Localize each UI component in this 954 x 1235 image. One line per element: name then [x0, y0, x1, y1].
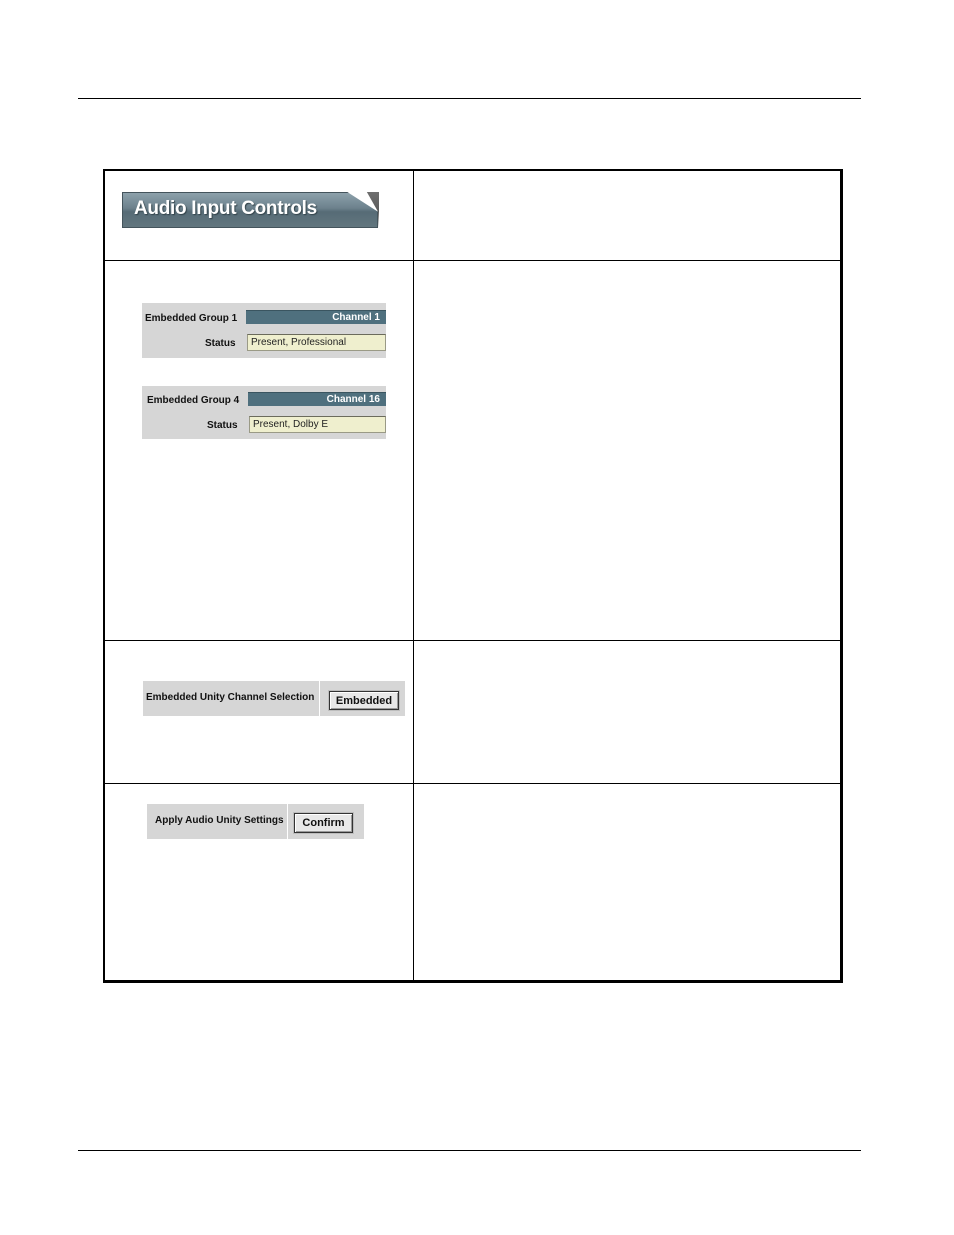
apply-audio-unity-panel [147, 804, 364, 839]
embedded-group-1-status-value: Present, Professional [247, 334, 386, 351]
panel-separator [287, 804, 288, 839]
embedded-group-1-panel [142, 303, 386, 358]
embedded-group-4-channel[interactable]: Channel 16 [248, 392, 386, 406]
page-header-rule [78, 98, 861, 99]
panel-separator [319, 681, 320, 716]
embedded-group-1-channel[interactable]: Channel 1 [246, 310, 386, 324]
embedded-group-4-status-label: Status [207, 420, 238, 431]
apply-audio-unity-label: Apply Audio Unity Settings [155, 815, 284, 826]
column-divider [413, 171, 414, 980]
embedded-button[interactable]: Embedded [329, 691, 399, 710]
embedded-group-1-label: Embedded Group 1 [145, 313, 238, 324]
confirm-button[interactable]: Confirm [294, 813, 353, 833]
unity-channel-selection-label: Embedded Unity Channel Selection [146, 692, 315, 703]
page-footer-rule [78, 1150, 861, 1151]
banner-title: Audio Input Controls [134, 198, 317, 219]
controls-table [103, 169, 843, 983]
unity-channel-selection-panel [143, 681, 405, 716]
row-divider-2 [105, 640, 840, 641]
row-divider-1 [105, 260, 840, 261]
embedded-group-4-status-value: Present, Dolby E [249, 416, 386, 433]
embedded-group-1-status-label: Status [205, 338, 236, 349]
row-divider-3 [105, 783, 840, 784]
embedded-group-4-panel [142, 386, 386, 439]
embedded-group-4-label: Embedded Group 4 [147, 395, 240, 406]
